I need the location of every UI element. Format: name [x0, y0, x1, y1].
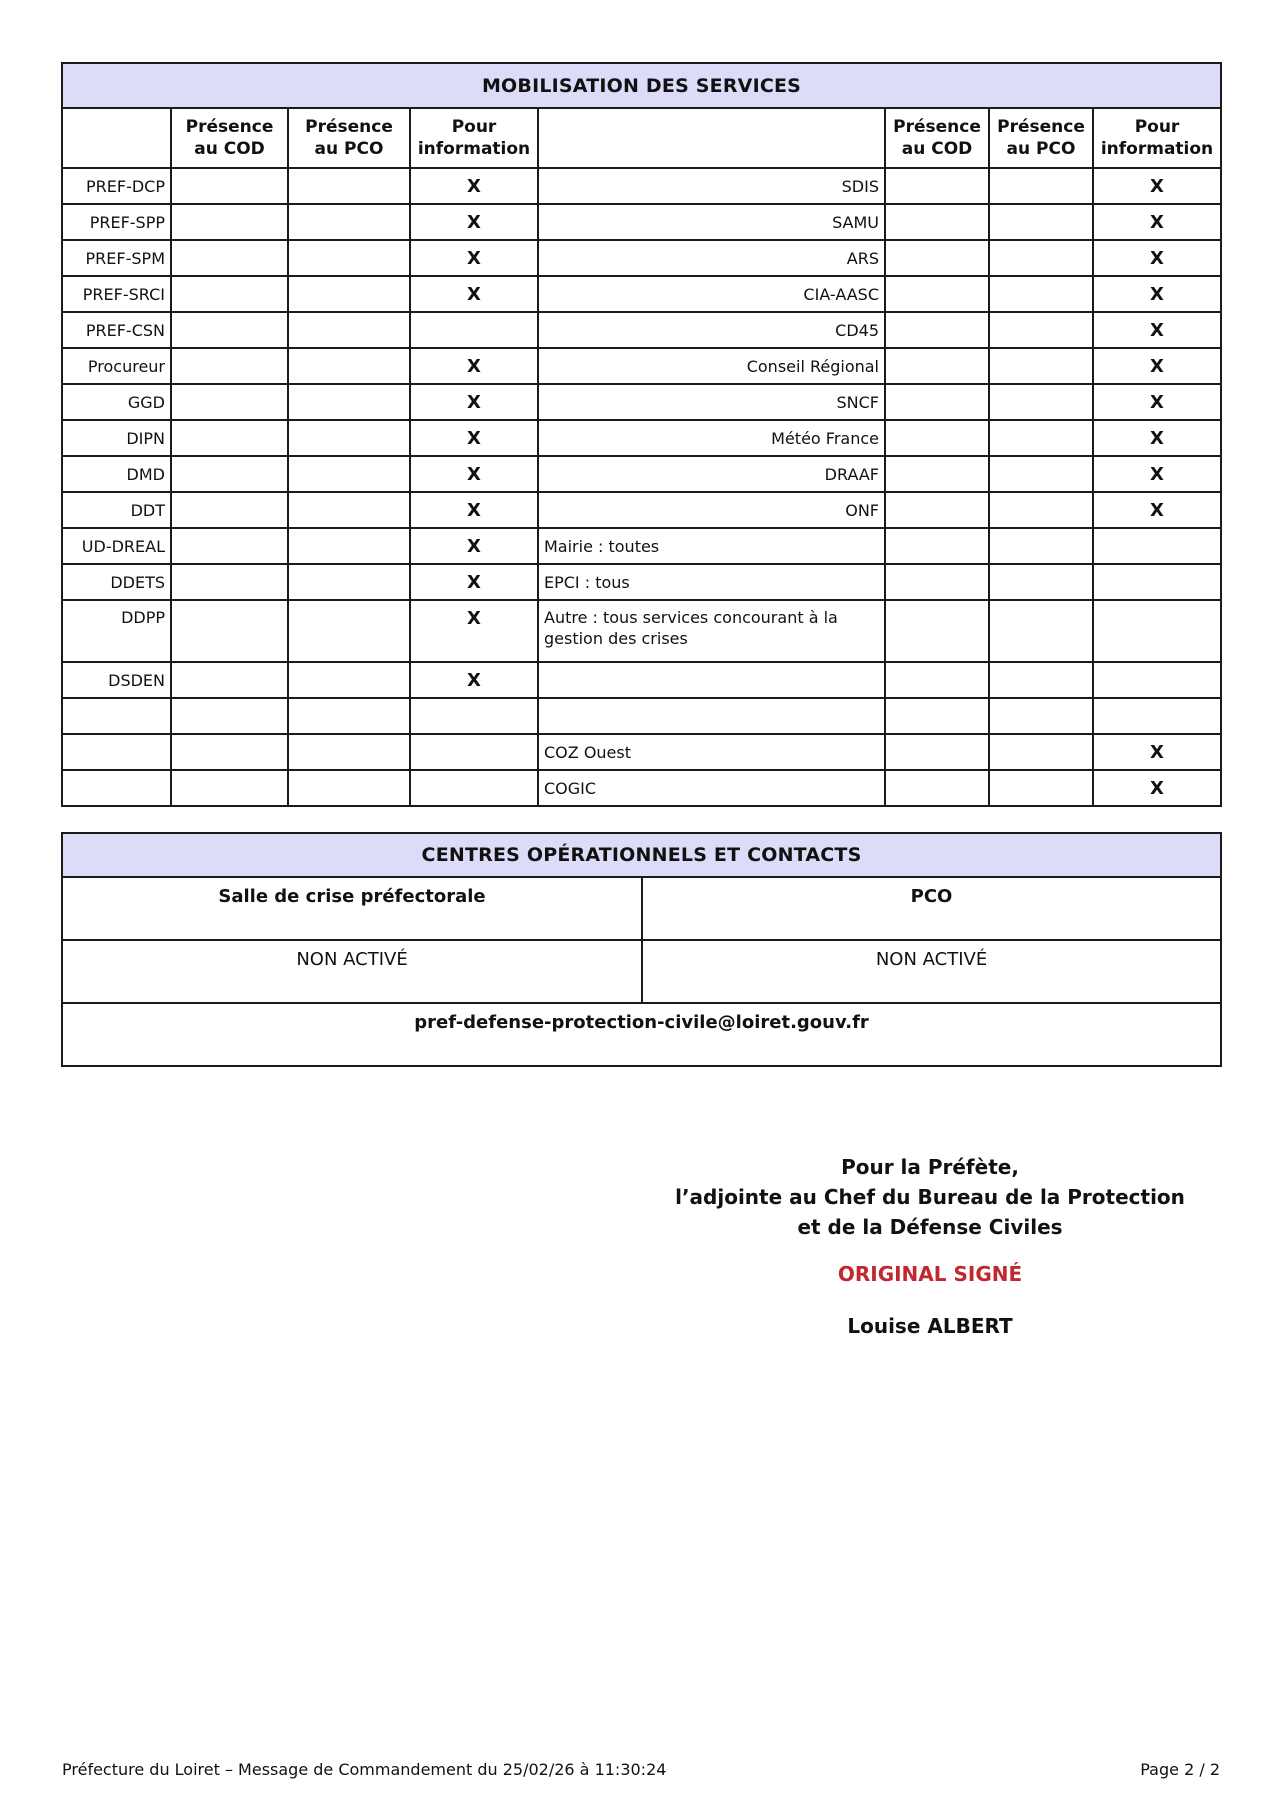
col-header-right-info	[1093, 108, 1221, 168]
pco-status: NON ACTIVÉ	[642, 940, 1221, 1003]
left-service-name: DDETS	[62, 564, 171, 600]
right-info-mark: X	[1093, 240, 1221, 276]
right-pco-mark	[989, 698, 1093, 734]
right-info-mark: X	[1093, 168, 1221, 204]
right-pco-mark	[989, 492, 1093, 528]
right-cod-mark	[885, 734, 989, 770]
right-pco-mark	[989, 276, 1093, 312]
col-header-text: Pour	[1134, 117, 1180, 137]
right-info-mark: X	[1093, 734, 1221, 770]
right-cod-mark	[885, 348, 989, 384]
left-service-name: PREF-CSN	[62, 312, 171, 348]
left-service-name	[62, 698, 171, 734]
right-service-name: DRAAF	[538, 456, 885, 492]
right-info-mark	[1093, 698, 1221, 734]
right-pco-mark	[989, 420, 1093, 456]
signature-line-3: et de la Défense Civiles	[797, 1215, 1063, 1239]
left-pco-mark	[288, 240, 410, 276]
left-cod-mark	[171, 492, 288, 528]
left-service-name: DDPP	[62, 600, 171, 662]
right-info-mark: X	[1093, 348, 1221, 384]
right-service-name: SDIS	[538, 168, 885, 204]
crisis-room-header: Salle de crise préfectorale	[62, 877, 642, 940]
right-pco-mark	[989, 456, 1093, 492]
right-info-mark	[1093, 600, 1221, 662]
right-cod-mark	[885, 276, 989, 312]
right-service-name: SNCF	[538, 384, 885, 420]
col-header-text: Pour	[451, 117, 497, 137]
left-info-mark: X	[410, 204, 538, 240]
crisis-room-status: NON ACTIVÉ	[62, 940, 642, 1003]
right-pco-mark	[989, 168, 1093, 204]
col-header-text: Présence	[997, 117, 1085, 137]
right-cod-mark	[885, 492, 989, 528]
col-header-text: Présence	[305, 117, 393, 137]
original-signed-stamp: ORIGINAL SIGNÉ	[837, 1262, 1023, 1286]
right-cod-mark	[885, 662, 989, 698]
right-pco-mark	[989, 734, 1093, 770]
left-service-name: DMD	[62, 456, 171, 492]
left-info-mark	[410, 770, 538, 806]
left-info-mark: X	[410, 662, 538, 698]
right-cod-mark	[885, 600, 989, 662]
left-service-name: UD-DREAL	[62, 528, 171, 564]
table-row	[62, 204, 1221, 240]
left-cod-mark	[171, 734, 288, 770]
right-service-name: CD45	[538, 312, 885, 348]
left-pco-mark	[288, 276, 410, 312]
right-service-name: Mairie : toutes	[538, 528, 885, 564]
mobilisation-title: MOBILISATION DES SERVICES	[62, 63, 1221, 108]
table-row	[62, 770, 1221, 806]
signature-block	[640, 1152, 1220, 1242]
left-info-mark	[410, 312, 538, 348]
left-info-mark: X	[410, 528, 538, 564]
left-cod-mark	[171, 168, 288, 204]
left-service-name: DIPN	[62, 420, 171, 456]
col-header-left-name	[62, 108, 171, 168]
right-cod-mark	[885, 770, 989, 806]
right-cod-mark	[885, 168, 989, 204]
right-service-name	[538, 662, 885, 698]
left-cod-mark	[171, 564, 288, 600]
right-pco-mark	[989, 384, 1093, 420]
left-pco-mark	[288, 564, 410, 600]
centres-table	[61, 832, 1222, 1067]
left-cod-mark	[171, 312, 288, 348]
left-service-name: Procureur	[62, 348, 171, 384]
left-pco-mark	[288, 492, 410, 528]
left-pco-mark	[288, 600, 410, 662]
col-header-left-cod	[171, 108, 288, 168]
right-info-mark: X	[1093, 420, 1221, 456]
left-info-mark	[410, 734, 538, 770]
table-row	[62, 168, 1221, 204]
right-pco-mark	[989, 564, 1093, 600]
left-pco-mark	[288, 312, 410, 348]
right-cod-mark	[885, 240, 989, 276]
col-header-text: Présence	[185, 117, 274, 137]
right-info-mark: X	[1093, 456, 1221, 492]
col-header-text: au COD	[194, 139, 265, 159]
right-info-mark	[1093, 662, 1221, 698]
table-row	[62, 312, 1221, 348]
left-service-name: DDT	[62, 492, 171, 528]
left-pco-mark	[288, 204, 410, 240]
table-row	[62, 456, 1221, 492]
column-header-row	[62, 108, 1221, 168]
right-info-mark: X	[1093, 204, 1221, 240]
right-pco-mark	[989, 312, 1093, 348]
right-info-mark	[1093, 528, 1221, 564]
col-header-text: Présence	[893, 117, 981, 137]
right-cod-mark	[885, 312, 989, 348]
right-service-name: SAMU	[538, 204, 885, 240]
right-service-name: Autre : tous services concourant à la gestion des crises	[538, 600, 885, 662]
left-cod-mark	[171, 770, 288, 806]
table-row	[62, 492, 1221, 528]
left-cod-mark	[171, 276, 288, 312]
right-pco-mark	[989, 204, 1093, 240]
left-cod-mark	[171, 600, 288, 662]
left-service-name: DSDEN	[62, 662, 171, 698]
table-row	[62, 528, 1221, 564]
right-cod-mark	[885, 698, 989, 734]
col-header-text: au PCO	[1006, 139, 1076, 159]
left-info-mark	[410, 698, 538, 734]
left-info-mark: X	[410, 168, 538, 204]
left-cod-mark	[171, 456, 288, 492]
table-row	[62, 564, 1221, 600]
left-service-name: PREF-SPM	[62, 240, 171, 276]
right-cod-mark	[885, 456, 989, 492]
right-service-name: ONF	[538, 492, 885, 528]
left-cod-mark	[171, 420, 288, 456]
left-pco-mark	[288, 420, 410, 456]
right-info-mark: X	[1093, 276, 1221, 312]
table-row	[62, 662, 1221, 698]
left-pco-mark	[288, 456, 410, 492]
left-cod-mark	[171, 698, 288, 734]
right-service-name: CIA-AASC	[538, 276, 885, 312]
right-service-name: ARS	[538, 240, 885, 276]
signature-line-1: Pour la Préfète,	[841, 1155, 1019, 1179]
signature-line-2: l’adjointe au Chef du Bureau de la Protection	[675, 1185, 1185, 1209]
left-info-mark: X	[410, 564, 538, 600]
left-pco-mark	[288, 168, 410, 204]
right-service-name: COGIC	[538, 770, 885, 806]
left-info-mark: X	[410, 240, 538, 276]
col-header-right-name	[538, 108, 885, 168]
right-service-name: COZ Ouest	[538, 734, 885, 770]
left-service-name: PREF-SRCI	[62, 276, 171, 312]
left-info-mark: X	[410, 384, 538, 420]
right-cod-mark	[885, 528, 989, 564]
right-pco-mark	[989, 600, 1093, 662]
left-cod-mark	[171, 384, 288, 420]
left-info-mark: X	[410, 276, 538, 312]
left-cod-mark	[171, 204, 288, 240]
left-pco-mark	[288, 528, 410, 564]
left-service-name: PREF-SPP	[62, 204, 171, 240]
right-info-mark: X	[1093, 312, 1221, 348]
right-service-name	[538, 698, 885, 734]
table-row	[62, 276, 1221, 312]
left-cod-mark	[171, 662, 288, 698]
col-header-right-cod	[885, 108, 989, 168]
col-header-text: information	[417, 139, 531, 159]
right-pco-mark	[989, 528, 1093, 564]
left-service-name: GGD	[62, 384, 171, 420]
right-cod-mark	[885, 204, 989, 240]
table-row	[62, 384, 1221, 420]
right-pco-mark	[989, 662, 1093, 698]
contact-email[interactable]: pref-defense-protection-civile@loiret.gouv.fr	[62, 1003, 1221, 1066]
col-header-left-pco	[288, 108, 410, 168]
left-cod-mark	[171, 348, 288, 384]
left-pco-mark	[288, 734, 410, 770]
col-header-left-info	[410, 108, 538, 168]
table-row	[62, 240, 1221, 276]
right-info-mark: X	[1093, 492, 1221, 528]
pco-header: PCO	[642, 877, 1221, 940]
right-pco-mark	[989, 240, 1093, 276]
col-header-text: au COD	[901, 139, 973, 159]
table-row	[62, 348, 1221, 384]
left-info-mark: X	[410, 492, 538, 528]
right-pco-mark	[989, 770, 1093, 806]
table-row	[62, 600, 1221, 662]
footer-page-number: Page 2 / 2	[1140, 1760, 1220, 1779]
left-info-mark: X	[410, 456, 538, 492]
mobilisation-rows	[62, 168, 1221, 806]
left-service-name	[62, 770, 171, 806]
left-pco-mark	[288, 698, 410, 734]
right-info-mark: X	[1093, 384, 1221, 420]
right-service-name: Météo France	[538, 420, 885, 456]
left-pco-mark	[288, 384, 410, 420]
left-cod-mark	[171, 528, 288, 564]
col-header-text: information	[1100, 139, 1214, 159]
right-info-mark: X	[1093, 770, 1221, 806]
right-cod-mark	[885, 420, 989, 456]
col-header-right-pco	[989, 108, 1093, 168]
left-cod-mark	[171, 240, 288, 276]
left-info-mark: X	[410, 348, 538, 384]
left-info-mark: X	[410, 420, 538, 456]
right-cod-mark	[885, 384, 989, 420]
right-info-mark	[1093, 564, 1221, 600]
left-pco-mark	[288, 348, 410, 384]
right-service-name: EPCI : tous	[538, 564, 885, 600]
right-cod-mark	[885, 564, 989, 600]
left-service-name	[62, 734, 171, 770]
footer-document-info: Préfecture du Loiret – Message de Commandement du 25/02/26 à 11:30:24	[62, 1760, 667, 1779]
signatory-name: Louise ALBERT	[847, 1314, 1013, 1338]
left-pco-mark	[288, 770, 410, 806]
table-row	[62, 698, 1221, 734]
col-header-text: au PCO	[314, 139, 384, 159]
table-row	[62, 734, 1221, 770]
left-info-mark: X	[410, 600, 538, 662]
left-pco-mark	[288, 662, 410, 698]
table-row	[62, 420, 1221, 456]
right-service-name: Conseil Régional	[538, 348, 885, 384]
mobilisation-table	[61, 62, 1222, 807]
centres-title: CENTRES OPÉRATIONNELS ET CONTACTS	[62, 833, 1221, 877]
left-service-name: PREF-DCP	[62, 168, 171, 204]
right-pco-mark	[989, 348, 1093, 384]
